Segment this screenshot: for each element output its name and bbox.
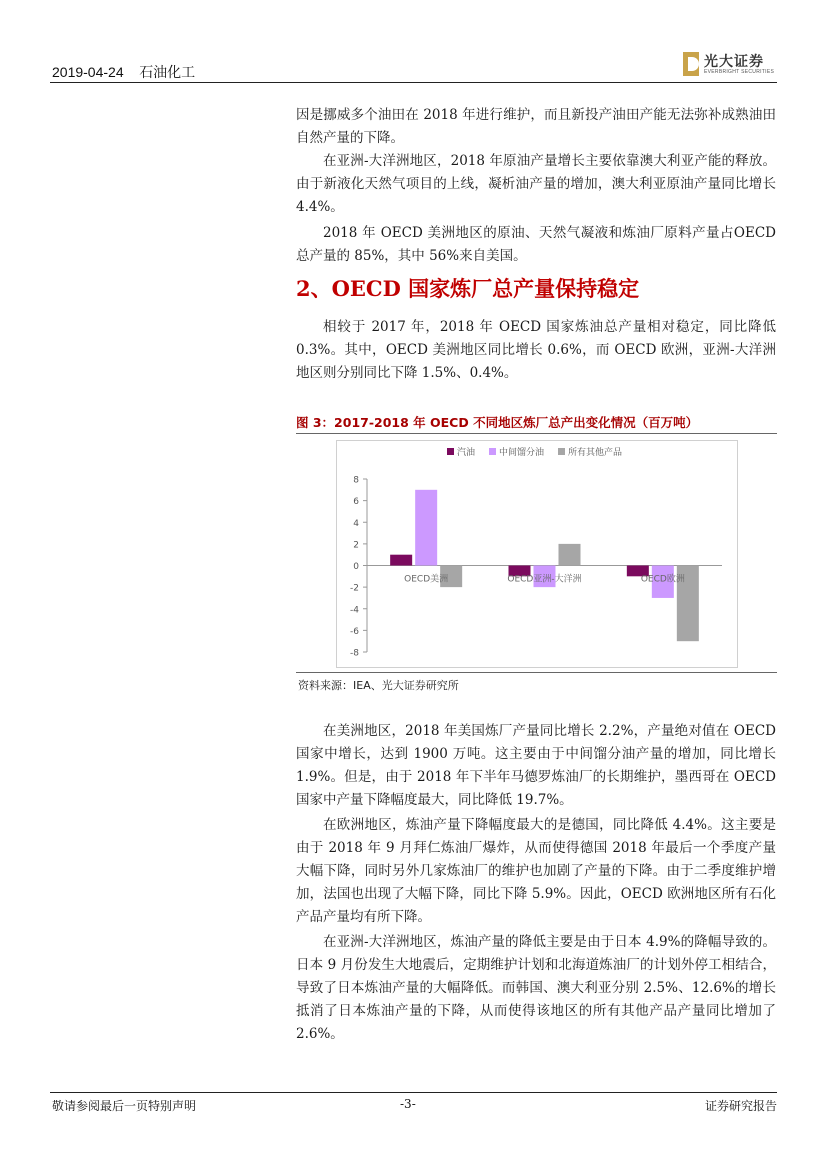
y-tick-label: 6	[353, 497, 359, 508]
footer-report-type: 证券研究报告	[704, 1099, 777, 1113]
body-text-1: 在美洲地区，2018 年美国炼厂产量同比增长 2.2%，产量绝对值在 OECD 国家中增长，达到 1900 万吨。这主要由于中间馏分油产量的增加，同比增长 1.9%。但是，由于 2018 年下半年马德罗炼油厂的长期维护，墨西哥在 OECD 国家中产量下降幅度最大，同比降低 19.7%。	[296, 723, 776, 808]
section-title: 2、OECD 国家炼厂总产量保持稳定	[296, 276, 640, 301]
footer-disclaimer: 敬请参阅最后一页特别声明	[52, 1099, 197, 1113]
legend-swatch-1	[447, 448, 454, 455]
bar-3-2	[559, 544, 581, 566]
bar-2-1	[415, 490, 437, 566]
intro-paragraph-2	[296, 150, 776, 219]
page-number: -3-	[400, 1097, 416, 1111]
intro-paragraph-1	[296, 104, 776, 150]
category-label: OECD美洲	[404, 574, 449, 585]
y-tick-label: 2	[353, 540, 359, 551]
section-paragraph	[296, 316, 776, 385]
bar-1-1	[390, 555, 412, 566]
figure-top-rule	[296, 433, 777, 434]
body-paragraph-2	[296, 814, 776, 929]
logo-mark-icon	[683, 52, 699, 76]
bar-chart	[337, 441, 737, 667]
intro-text-1: 因是挪威多个油田在 2018 年进行维护，而且新投产油田产能无法弥补成熟油田自然产量的下降。	[296, 107, 776, 146]
intro-text-3: 2018 年 OECD 美洲地区的原油、天然气凝液和炼油厂原料产量占OECD 总产量的 85%，其中 56%来自美国。	[296, 225, 776, 264]
figure-caption: 图 3：2017-2018 年 OECD 不同地区炼厂总产出变化情况（百万吨）	[296, 415, 699, 430]
company-logo	[683, 50, 783, 80]
legend-label-2: 中间馏分油	[499, 448, 545, 458]
y-tick-label: 8	[353, 475, 359, 486]
body-text-3: 在亚洲-大洋洲地区，炼油产量的降低主要是由于日本 4.9%的降幅导致的。日本 9 月份发生大地震后，定期维护计划和北海道炼油厂的计划外停工相结合，导致了日本炼油产量的大幅降低。而韩国、澳大利亚分别 2.5%、12.6%的增长抵消了日本炼油产量的下降，从而使得该地区的所有其他产品产量同比增加了 2.6%。	[296, 934, 776, 1042]
y-tick-label: -8	[350, 648, 359, 659]
logo-english-name: EVERBRIGHT SECURITIES	[704, 69, 775, 75]
report-header	[52, 62, 195, 82]
legend-swatch-3	[558, 448, 565, 455]
report-category: 石油化工	[139, 65, 196, 81]
logo-name: 光大证券	[704, 54, 764, 70]
y-tick-label: -4	[350, 605, 359, 616]
figure-bottom-rule	[296, 672, 777, 673]
intro-text-2: 在亚洲-大洋洲地区，2018 年原油产量增长主要依靠澳大利亚产能的释放。由于新液化天然气项目的上线，凝析油产量的增加，澳大利亚原油产量同比增长 4.4%。	[296, 153, 776, 215]
y-tick-label: 0	[353, 562, 359, 572]
category-label: OECD亚洲-大洋洲	[507, 574, 582, 585]
report-date: 2019-04-24	[52, 64, 124, 80]
y-tick-label: 4	[353, 518, 359, 529]
chart-container	[336, 440, 738, 668]
legend-label-3: 所有其他产品	[568, 448, 623, 458]
y-tick-label: -6	[350, 626, 359, 637]
category-label: OECD欧洲	[640, 574, 685, 585]
body-paragraph-1	[296, 720, 776, 812]
figure-source: 资料来源：IEA、光大证券研究所	[298, 679, 459, 692]
y-tick-label: -2	[350, 583, 359, 594]
section-text: 相较于 2017 年，2018 年 OECD 国家炼油总产量相对稳定，同比降低 0.3%。其中，OECD 美洲地区同比增长 0.6%，而 OECD 欧洲，亚洲-大洋洲地区则分别同比下降 1.5%、0.4%。	[296, 319, 776, 381]
legend-swatch-2	[489, 448, 496, 455]
body-text-2: 在欧洲地区，炼油产量下降幅度最大的是德国，同比降低 4.4%。这主要是由于 2018 年 9 月拜仁炼油厂爆炸，从而使得德国 2018 年最后一个季度产量大幅下降，同时另外几家炼油厂的维护也加剧了产量的下降。由于二季度维护增加，法国也出现了大幅下降，同比下降 5.9%。因此，OECD 欧洲地区所有石化产品产量均有所下降。	[296, 817, 776, 925]
intro-paragraph-3	[296, 222, 776, 268]
header-divider	[50, 82, 777, 83]
legend-label-1: 汽油	[457, 448, 476, 458]
footer-divider	[50, 1092, 777, 1093]
body-paragraph-3	[296, 931, 776, 1046]
